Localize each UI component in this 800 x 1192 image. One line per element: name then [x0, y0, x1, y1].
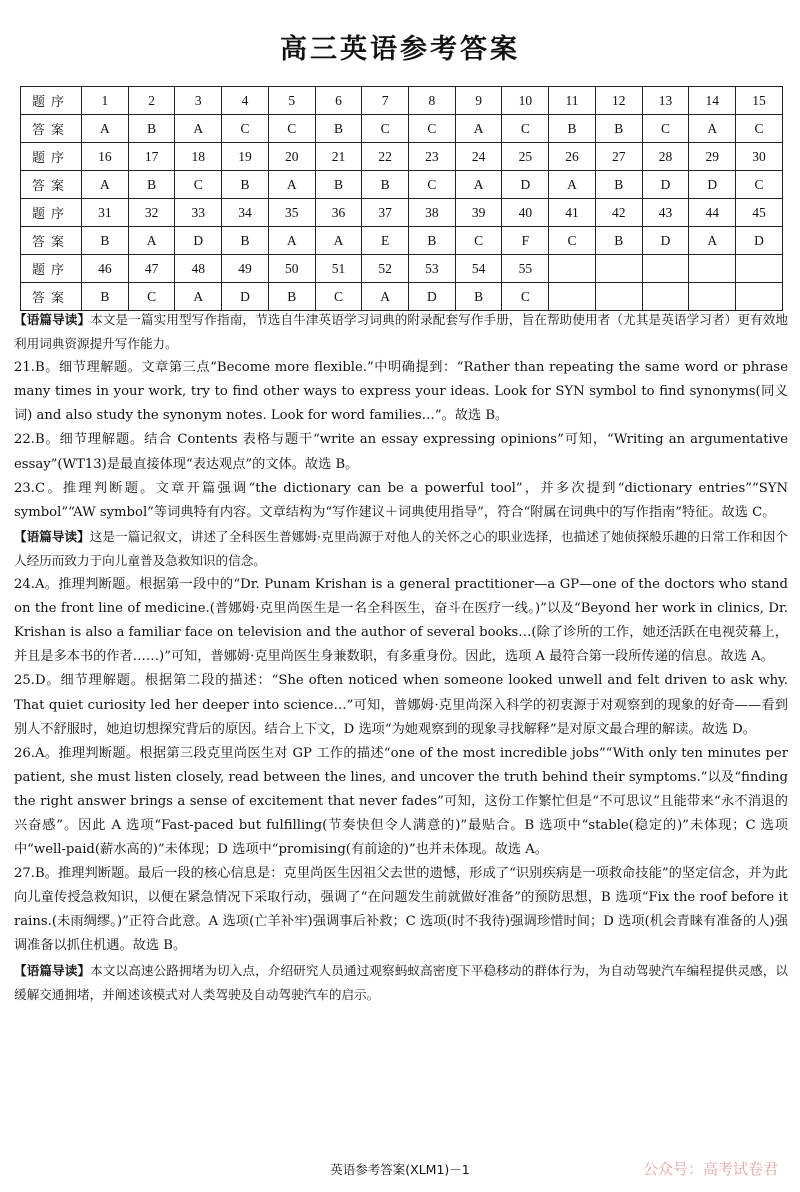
table-cell: 44 [689, 199, 736, 227]
reading-guide-2 [14, 525, 788, 573]
table-cell: C [736, 171, 783, 199]
table-cell: 2 [128, 87, 175, 115]
reading-guide-1 [14, 308, 788, 356]
table-cell: D [642, 227, 689, 255]
table-cell: C [362, 115, 409, 143]
table-cell: D [222, 283, 269, 311]
table-cell: 14 [689, 87, 736, 115]
table-cell: 37 [362, 199, 409, 227]
table-cell: 10 [502, 87, 549, 115]
table-cell: B [549, 115, 596, 143]
table-row [21, 227, 783, 255]
table-cell: 15 [736, 87, 783, 115]
table-cell: 30 [736, 143, 783, 171]
table-cell: 24 [455, 143, 502, 171]
row-header: 题序 [21, 143, 82, 171]
explanations [14, 308, 788, 1007]
answer-explanation-25: 25.D。细节理解题。根据第二段的描述：“She often noticed when someone looked unwell and felt driven to ask why. That quiet curiosity led her deeper into science…”可知，普娜姆·克里尚深入科学的初衷源于对观察到的现象的好奇——看到别人不舒服时，她迫切想探究背后的原因。结合上下文，D 选项“为她观察到的现象寻找解释”是对原文最合理的解读。故选 D。 [14, 673, 788, 737]
table-cell: F [502, 227, 549, 255]
table-cell: 21 [315, 143, 362, 171]
table-cell: C [502, 283, 549, 311]
table-cell: 23 [409, 143, 456, 171]
table-cell: A [268, 171, 315, 199]
table-cell: A [175, 283, 222, 311]
table-cell: B [455, 283, 502, 311]
table-cell: C [175, 171, 222, 199]
table-cell: B [362, 171, 409, 199]
table-cell: 13 [642, 87, 689, 115]
row-header: 题序 [21, 199, 82, 227]
table-cell: 12 [595, 87, 642, 115]
table-cell: C [549, 227, 596, 255]
table-cell: 1 [82, 87, 129, 115]
table-cell: A [549, 171, 596, 199]
table-cell [689, 283, 736, 311]
table-cell: 52 [362, 255, 409, 283]
table-cell: 27 [595, 143, 642, 171]
table-cell: D [689, 171, 736, 199]
table-cell [549, 255, 596, 283]
row-header: 题序 [21, 255, 82, 283]
guide-text: 本文以高速公路拥堵为切入点，介绍研究人员通过观察蚂蚁高密度下平稳移动的群体行为，为自动驾驶汽车编程提供灵感，以缓解交通拥堵，并阐述该模式对人类驾驶及自动驾驶汽车的启示。 [14, 962, 789, 1002]
row-header: 答案 [21, 283, 82, 311]
table-cell: C [502, 115, 549, 143]
table-row [21, 283, 783, 311]
table-cell: 3 [175, 87, 222, 115]
answer-explanation-21: 21.B。细节理解题。文章第三点“Become more flexible.”中明确提到：“Rather than repeating the same word or phrase many times in your work, try to find other ways to express your ideas. Look for SYN symbol to find synonyms(同义词) and also study the synonym notes. Look for word families…”。故选 B。 [14, 360, 788, 424]
table-cell: B [595, 115, 642, 143]
table-row [21, 199, 783, 227]
table-row [21, 143, 783, 171]
table-cell: A [362, 283, 409, 311]
table-cell [595, 255, 642, 283]
page-footer: 英语参考答案(XLM1)－1 [330, 1162, 470, 1177]
table-cell: A [455, 171, 502, 199]
table-cell: C [222, 115, 269, 143]
table-cell: D [502, 171, 549, 199]
table-cell: E [362, 227, 409, 255]
table-cell: D [175, 227, 222, 255]
answer-explanation-24: 24.A。推理判断题。根据第一段中的“Dr. Punam Krishan is a general practitioner—a GP—one of the doctors who stand on the front line of medicine.(普娜姆·克里尚医生是一名全科医生，奋斗在医疗一线。)”以及“Beyond her work in clinics, Dr. Krishan is also a familiar face on television and the author of several books…(除了诊所的工作，她还活跃在电视荧幕上，并且是多本书的作者……)”可知，普娜姆·克里尚医生身兼数职，有多重身份。因此，选项 A 最符合第一段所传递的信息。故选 A。 [14, 577, 788, 665]
guide-label: 【语篇导读】 [14, 962, 91, 978]
table-cell: 16 [82, 143, 129, 171]
table-row [21, 115, 783, 143]
table-cell: C [736, 115, 783, 143]
table-cell: 17 [128, 143, 175, 171]
guide-label: 【语篇导读】 [14, 528, 90, 544]
table-cell: 20 [268, 143, 315, 171]
table-cell: 53 [409, 255, 456, 283]
table-cell [549, 283, 596, 311]
table-cell: 9 [455, 87, 502, 115]
guide-text: 本文是一篇实用型写作指南，节选自牛津英语学习词典的附录配套写作手册，旨在帮助使用者（尤其是英语学习者）更有效地利用词典资源提升写作能力。 [14, 312, 789, 352]
table-row [21, 87, 783, 115]
table-cell: 38 [409, 199, 456, 227]
table-cell: 4 [222, 87, 269, 115]
table-cell: 42 [595, 199, 642, 227]
table-cell: 54 [455, 255, 502, 283]
table-cell: B [82, 227, 129, 255]
table-cell: C [642, 115, 689, 143]
answer-explanation-26: 26.A。推理判断题。根据第三段克里尚医生对 GP 工作的描述“one of the most incredible jobs”“With only ten minutes per patient, she must listen closely, read between the lines, and uncover the truth behind their symptoms.”以及“finding the right answer brings a sense of excitement that never fades”可知，这份工作繁忙但是“不可思议”且能带来“永不消退的兴奋感”。因此 A 选项“Fast-paced but fulfilling(节奏快但令人满意的)”最贴合。B 选项中“stable(稳定的)”未体现；C 选项中“well-paid(薪水高的)”未体现；D 选项中“promising(有前途的)”也并未体现。故选 A。 [14, 745, 788, 858]
table-cell: 33 [175, 199, 222, 227]
table-cell: B [128, 115, 175, 143]
table-cell: A [128, 227, 175, 255]
table-cell: 29 [689, 143, 736, 171]
table-cell: 22 [362, 143, 409, 171]
table-cell [642, 255, 689, 283]
table-cell: 39 [455, 199, 502, 227]
table-cell: 11 [549, 87, 596, 115]
table-cell: 49 [222, 255, 269, 283]
answer-explanation-23: 23.C。推理判断题。文章开篇强调“the dictionary can be a powerful tool”，并多次提到“dictionary entries”“SYN symbol”“AW symbol”等词典特有内容。文章结构为“写作建议＋词典使用指导”，符合“附属在词典中的写作指南”特征。故选 C。 [14, 480, 788, 520]
answer-explanation-22: 22.B。细节理解题。结合 Contents 表格与题干“write an essay expressing opinions”可知，“Writing an argumentative essay”(WT13)是最直接体现“表达观点”的文体。故选 B。 [14, 432, 788, 472]
table-cell: A [315, 227, 362, 255]
table-cell: 26 [549, 143, 596, 171]
table-cell: C [409, 171, 456, 199]
table-cell: D [642, 171, 689, 199]
table-cell: B [222, 171, 269, 199]
reading-guide-3 [14, 959, 788, 1007]
table-cell: 32 [128, 199, 175, 227]
table-cell: 8 [409, 87, 456, 115]
table-cell: C [268, 115, 315, 143]
row-header: 答案 [21, 227, 82, 255]
row-header: 答案 [21, 115, 82, 143]
table-cell: B [315, 171, 362, 199]
table-cell: A [455, 115, 502, 143]
table-cell: B [595, 227, 642, 255]
table-cell: 36 [315, 199, 362, 227]
table-cell [642, 283, 689, 311]
table-cell: C [315, 283, 362, 311]
table-cell: 51 [315, 255, 362, 283]
table-cell: B [315, 115, 362, 143]
table-cell: 18 [175, 143, 222, 171]
table-cell: 48 [175, 255, 222, 283]
table-cell: C [455, 227, 502, 255]
table-cell: 45 [736, 199, 783, 227]
table-cell: B [409, 227, 456, 255]
table-cell: A [175, 115, 222, 143]
table-cell: 43 [642, 199, 689, 227]
table-cell: D [409, 283, 456, 311]
guide-text: 这是一篇记叙文，讲述了全科医生普娜姆·克里尚源于对他人的关怀之心的职业选择，也描述了她侦探般乐趣的日常工作和因个人经历而致力于向儿童普及急救知识的信念。 [14, 528, 789, 568]
table-cell: B [82, 283, 129, 311]
table-cell: B [128, 171, 175, 199]
table-cell: 46 [82, 255, 129, 283]
table-row [21, 171, 783, 199]
table-cell: C [409, 115, 456, 143]
table-cell: 34 [222, 199, 269, 227]
table-cell: B [595, 171, 642, 199]
table-cell: D [736, 227, 783, 255]
table-cell: 19 [222, 143, 269, 171]
table-cell [736, 255, 783, 283]
table-cell: 47 [128, 255, 175, 283]
table-cell: A [82, 171, 129, 199]
table-cell: 35 [268, 199, 315, 227]
table-cell: B [268, 283, 315, 311]
row-header: 答案 [21, 171, 82, 199]
row-header: 题序 [21, 87, 82, 115]
table-cell [736, 283, 783, 311]
table-cell [595, 283, 642, 311]
table-cell: 41 [549, 199, 596, 227]
table-cell: 7 [362, 87, 409, 115]
guide-label: 【语篇导读】 [14, 312, 91, 327]
table-cell: C [128, 283, 175, 311]
table-cell: B [222, 227, 269, 255]
table-cell: 31 [82, 199, 129, 227]
answer-explanation-27: 27.B。推理判断题。最后一段的核心信息是：克里尚医生因祖父去世的遗憾，形成了“识别疾病是一项救命技能”的坚定信念，并为此向儿童传授急救知识，以便在紧急情况下采取行动，强调了“在问题发生前就做好准备”的预防思想，B 选项“Fix the roof before it rains.(未雨绸缪。)”正符合此意。A 选项(亡羊补牢)强调事后补救；C 选项(时不我待)强调珍惜时间；D 选项(机会青睐有准备的人)强调准备以抓住机遇。故选 B。 [14, 866, 788, 954]
table-cell: 55 [502, 255, 549, 283]
table-cell: A [689, 115, 736, 143]
page-title: 高三英语参考答案 [280, 34, 520, 65]
table-cell: 40 [502, 199, 549, 227]
watermark: 公众号：高考试卷君 [642, 1160, 778, 1178]
table-cell: 5 [268, 87, 315, 115]
table-cell: 25 [502, 143, 549, 171]
answer-table [20, 86, 783, 311]
table-cell: A [689, 227, 736, 255]
table-cell: A [268, 227, 315, 255]
table-cell: A [82, 115, 129, 143]
table-row [21, 255, 783, 283]
table-cell: 28 [642, 143, 689, 171]
table-cell [689, 255, 736, 283]
table-cell: 6 [315, 87, 362, 115]
table-cell: 50 [268, 255, 315, 283]
